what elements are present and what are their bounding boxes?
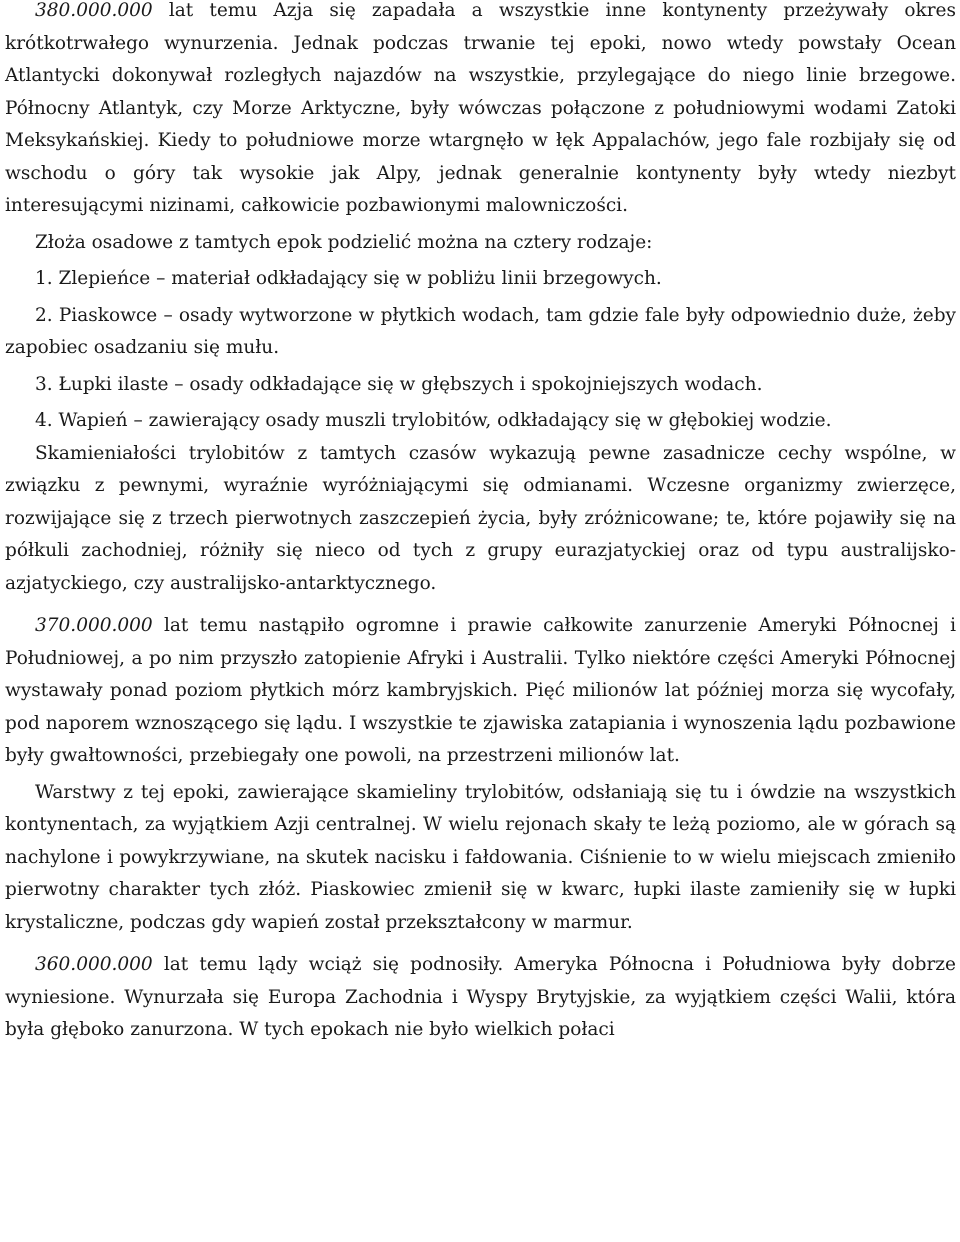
paragraph-text: lat temu lądy wciąż się podnosiły. Ameryka Północna i Południowa były dobrze wyniesione. Wynurzała się Europa Zachodnia i Wyspy Brytyjskie, za wyjątkiem części Walii, która była głęboko zanurzona. W tych epokach nie było wielkich połaci [5, 954, 956, 1040]
paragraph-370-million [5, 610, 956, 773]
year-label: 380.000.000 [35, 0, 153, 21]
year-label: 360.000.000 [35, 954, 153, 975]
deposit-types-intro: Złoża osadowe z tamtych epok podzielić można na cztery rodzaje: [35, 231, 653, 253]
paragraph-text: lat temu nastąpiło ogromne i prawie całkowite zanurzenie Ameryki Północnej i Południowej, a po nim przyszło zatopienie Afryki i Australii. Tylko niektóre części Ameryki Północnej wystawały ponad poziom płytkich mórz kambryjskich. Pięć milionów lat później morza się wycofały, pod naporem wznoszącego się lądu. I wszystkie te zjawiska zatapiania i wynoszenia lądu pozbawione były gwałtowności, przebiegały one powoli, na przestrzeni milionów lat. [5, 615, 956, 766]
list-item-conglomerates: 1. Zlepieńce – materiał odkładający się w pobliżu linii brzegowych. [35, 268, 662, 289]
paragraph-strata: Warstwy z tej epoki, zawierające skamieliny trylobitów, odsłaniają się tu i ówdzie na wszystkich kontynentach, za wyjątkiem Azji centralnej. W wielu rejonach skały te leżą poziomo, ale w górach są nachylone i powykrzywiane, na skutek nacisku i fałdowania. Ciśnienie to w wielu miejscach zmieniło pierwotny charakter tych złóż. Piaskowiec zmienił się w kwarc, łupki ilaste zamieniły się w łupki krystaliczne, podczas gdy wapień został przekształcony w marmur. [5, 781, 956, 933]
paragraph-360-million [5, 949, 956, 1047]
list-item-limestone: 4. Wapień – zawierający osady muszli trylobitów, odkładający się w głębokiej wodzie. [35, 410, 832, 431]
paragraph-trilobite-fossils: Skamieniałości trylobitów z tamtych czasów wykazują pewne zasadnicze cechy wspólne, w związku z pewnymi, wyraźnie wyróżniającymi się odmianami. Wczesne organizmy zwierzęce, rozwijające się z trzech pierwotnych zaszczepień życia, były zróżnicowane; te, które pojawiły się na półkuli zachodniej, różniły się nieco od tych z grupy eurazjatyckiej oraz od typu australijsko- azjatyckiego, czy australijsko-antarktycznego. [5, 442, 956, 594]
year-label: 370.000.000 [35, 615, 153, 636]
paragraph-380-million [5, 0, 956, 223]
list-item-shales: 3. Łupki ilaste – osady odkładające się w głębszych i spokojniejszych wodach. [35, 373, 763, 395]
list-item-sandstones: 2. Piaskowce – osady wytworzone w płytkich wodach, tam gdzie fale były odpowiednio duże, żeby zapobiec osadzaniu się mułu. [5, 304, 956, 358]
paragraph-text: lat temu Azja się zapadała a wszystkie inne kontynenty przeżywały okres krótkotrwałego wynurzenia. Jednak podczas trwanie tej epoki, nowo wtedy powstały Ocean Atlantycki dokonywał rozległych najazdów na wszystkie, przylegające do niego linie brzegowe. Północny Atlantyk, czy Morze Arktyczne, były wówczas połączone z południowymi wodami Zatoki Meksykańskiej. Kiedy to południowe morze wtargnęło w łęk Appalachów, jego fale rozbijały się od wschodu o góry tak wysokie jak Alpy, jednak generalnie kontynenty były wtedy niezbyt interesującymi nizinami, całkowicie pozbawionymi malowniczości. [5, 0, 956, 216]
